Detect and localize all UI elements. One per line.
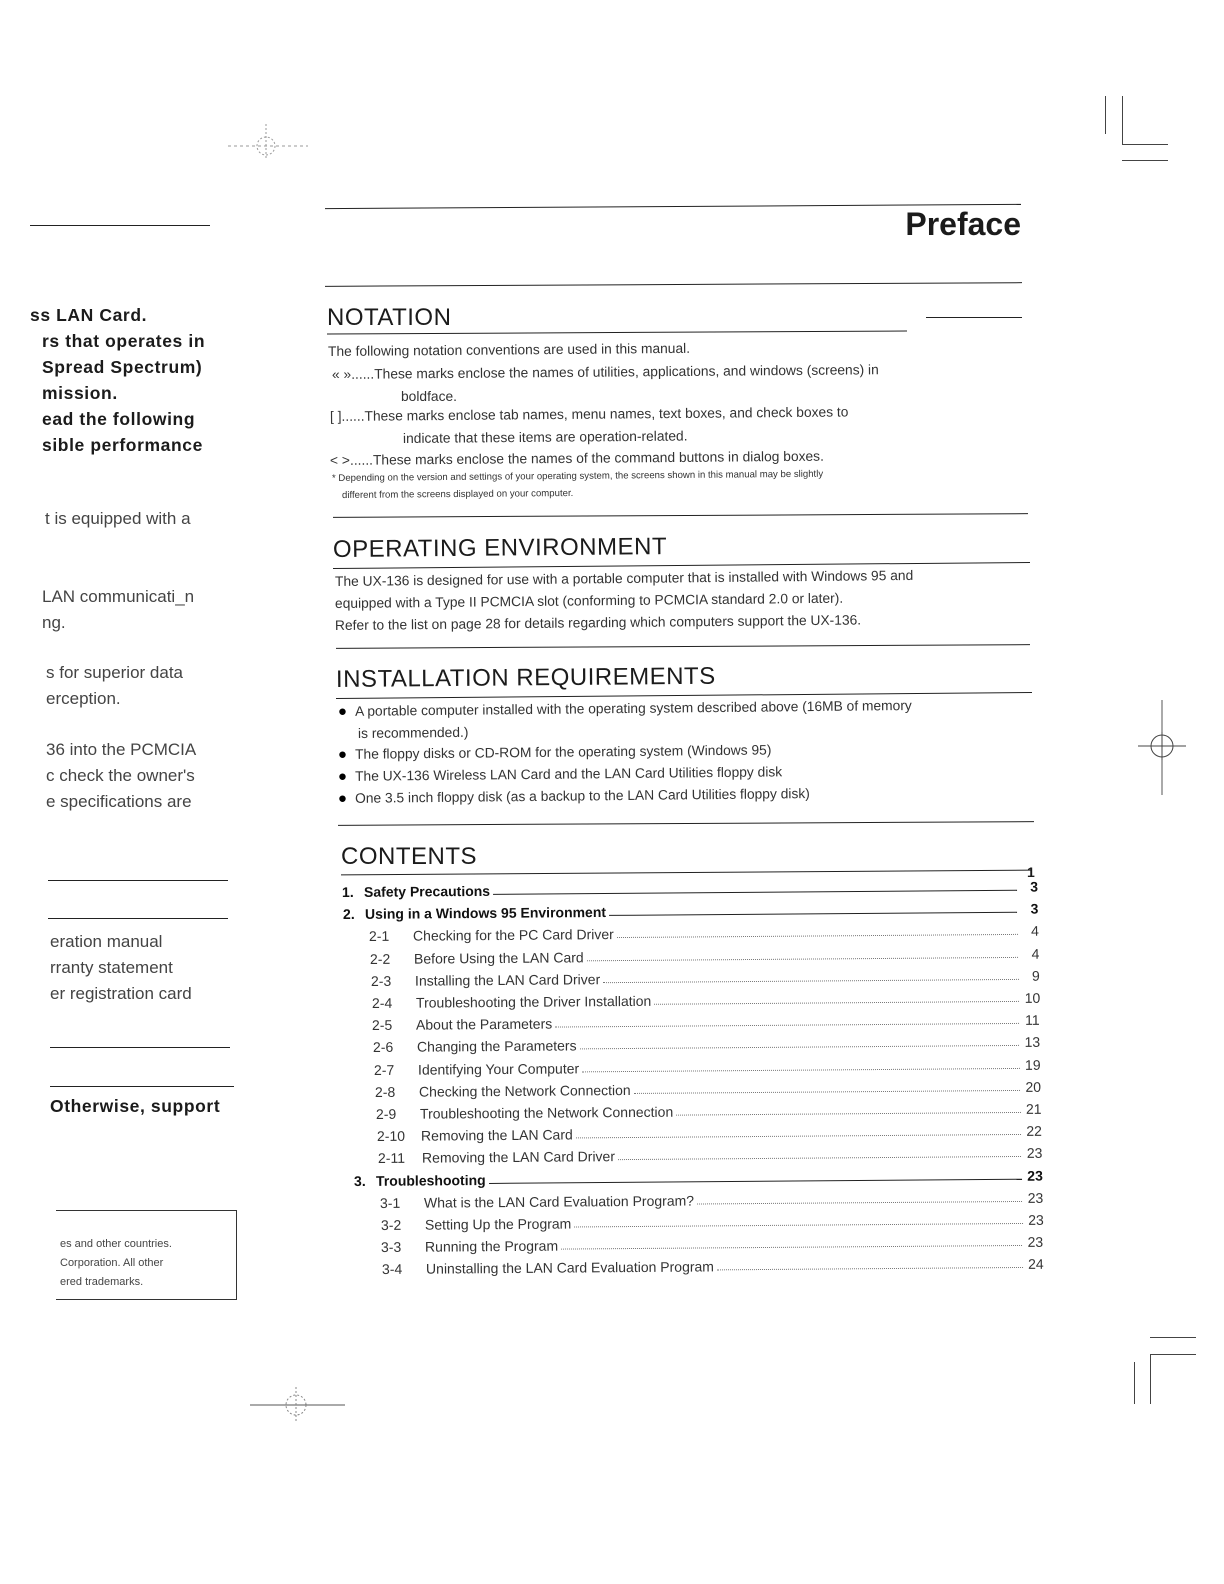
toc-entry[interactable] — [372, 1008, 1040, 1033]
page-title: Preface — [905, 206, 1021, 242]
toc-number: 2-1 — [368, 928, 390, 945]
bullet-icon: ● — [337, 767, 348, 785]
bullet-icon: ● — [337, 789, 348, 807]
requirement-text: The UX-136 Wireless LAN Card and the LAN Card Utilities floppy disk — [354, 764, 783, 784]
toc-leader — [586, 957, 1018, 961]
toc-entry[interactable] — [375, 1075, 1041, 1100]
toc-page-number: 10 — [1024, 989, 1040, 1006]
toc-label: Safety Precautions — [363, 882, 491, 900]
left-text-line: rranty statement — [50, 958, 173, 977]
requirement-item — [338, 741, 772, 763]
notation-text: ......These marks enclose tab names, menu names, text boxes, and check boxes to — [341, 404, 849, 424]
notation-text: indicate that these items are operation-related. — [402, 428, 688, 446]
notation-intro: The following notation conventions are used in this manual. — [327, 340, 691, 359]
toc-page-number: 23 — [1027, 1211, 1044, 1228]
crop-mark-top-right — [1122, 96, 1123, 144]
toc-label: Troubleshooting the Network Connection — [419, 1103, 674, 1122]
toc-number: 3-1 — [379, 1194, 400, 1211]
toc-page-number: 20 — [1025, 1078, 1042, 1095]
toc-page-number: 22 — [1026, 1122, 1042, 1140]
crop-mark-top-right — [1122, 160, 1168, 161]
toc-page-number: 3 — [1030, 878, 1039, 895]
requirement-item — [338, 763, 782, 785]
toc-number: 2-5 — [372, 1017, 393, 1034]
operating-environment-text: The UX-136 is designed for use with a portable computer that is installed with Windows 95 and — [334, 567, 914, 589]
toc-chapter[interactable] — [342, 875, 1038, 900]
contents-heading: CONTENTS — [341, 843, 477, 870]
toc-page-number: 23 — [1026, 1167, 1043, 1184]
toc-entry[interactable] — [374, 1052, 1041, 1077]
toc-leader — [697, 1201, 1022, 1205]
toc-page-number: 3 — [1030, 900, 1039, 917]
toc-number: 2-4 — [371, 994, 392, 1011]
requirement-text: One 3.5 inch floppy disk (as a backup to the LAN Card Utilities floppy disk) — [354, 786, 810, 806]
section-rule — [336, 644, 1030, 649]
left-text-line: 36 into the PCMCIA — [46, 740, 197, 759]
toc-label: Removing the LAN Card — [420, 1126, 573, 1144]
toc-number: 3. — [353, 1172, 366, 1189]
requirement-item — [338, 697, 912, 720]
toc-entry[interactable] — [376, 1097, 1042, 1122]
left-text-line: ng. — [42, 613, 66, 632]
notation-item-guillemets — [332, 362, 879, 382]
operating-environment-heading: OPERATING ENVIRONMENT — [332, 533, 668, 563]
toc-label: Checking the Network Connection — [419, 1081, 631, 1100]
toc-number: 1. — [341, 883, 354, 900]
toc-page-number: 23 — [1027, 1233, 1044, 1251]
toc-leader — [717, 1267, 1023, 1270]
contents-heading-page: 1 — [1027, 864, 1035, 880]
left-text-line: c check the owner's — [46, 766, 195, 785]
toc-chapter[interactable] — [354, 1163, 1043, 1188]
left-text-line: LAN communicati_n — [42, 587, 195, 606]
toc-number: 2-11 — [377, 1150, 405, 1167]
toc-entry[interactable] — [369, 919, 1039, 944]
toc-leader — [676, 1112, 1020, 1116]
toc-label: Uninstalling the LAN Card Evaluation Program — [426, 1258, 715, 1278]
notation-text: ......These marks enclose the names of the command buttons in dialog boxes. — [349, 448, 824, 468]
toc-number: 2-6 — [373, 1039, 394, 1056]
toc-entry[interactable] — [371, 986, 1039, 1011]
toc-leader — [562, 1245, 1023, 1250]
requirement-text: The floppy disks or CD-ROM for the operating system (Windows 95) — [354, 742, 772, 762]
toc-entry[interactable] — [371, 964, 1040, 989]
requirement-text: is recommended.) — [357, 724, 469, 741]
footnote-line: es and other countries. — [60, 1238, 172, 1250]
left-text-line: eration manual — [50, 932, 163, 951]
left-rule — [48, 918, 228, 919]
toc-number: 3-2 — [380, 1216, 401, 1233]
left-rule — [48, 880, 228, 881]
notation-text: boldface. — [401, 389, 457, 404]
toc-leader — [582, 1068, 1019, 1072]
notation-heading: NOTATION — [327, 304, 452, 331]
left-column-text — [46, 660, 246, 712]
toc-page-number: 21 — [1025, 1100, 1042, 1117]
crop-mark-bottom-right — [1150, 1354, 1151, 1404]
toc-leader — [580, 1045, 1020, 1049]
left-column-text — [46, 737, 246, 815]
left-text-line: ead the following — [42, 409, 196, 429]
toc-page-number: 24 — [1028, 1256, 1044, 1273]
crop-mark-bottom-right — [1134, 1362, 1135, 1404]
section-rule — [333, 513, 1028, 518]
crop-mark-top-right — [1105, 96, 1106, 134]
toc-leader — [609, 912, 1017, 916]
requirement-item — [338, 785, 810, 807]
requirement-text: A portable computer installed with the operating system described above (16MB of memory — [354, 697, 912, 719]
toc-label: Identifying Your Computer — [418, 1059, 580, 1078]
crop-mark-bottom-right — [1150, 1337, 1196, 1338]
bullet-icon: ● — [337, 745, 348, 763]
toc-label: Using in a Windows 95 Environment — [364, 904, 606, 923]
toc-leader — [603, 979, 1019, 983]
crop-mark-top-right — [1122, 144, 1168, 145]
crop-mark-bottom-right — [1150, 1354, 1196, 1355]
footnote-line: ered trademarks. — [60, 1276, 144, 1288]
left-text-line: e specifications are — [46, 792, 192, 811]
toc-number: 2-9 — [375, 1105, 397, 1122]
toc-label: Removing the LAN Card Driver — [421, 1148, 615, 1167]
toc-page-number: 9 — [1031, 967, 1040, 984]
left-column-text — [50, 929, 250, 1007]
toc-page-number: 4 — [1031, 945, 1040, 962]
toc-number: 2-2 — [369, 950, 390, 967]
left-rule — [50, 1086, 234, 1087]
left-text-line: s for superior data — [46, 663, 184, 682]
toc-label: About the Parameters — [416, 1015, 553, 1033]
toc-leader — [574, 1223, 1022, 1228]
toc-leader — [488, 1178, 1021, 1183]
toc-leader — [576, 1134, 1021, 1138]
left-column-text — [42, 584, 242, 636]
toc-number: 2-3 — [370, 972, 391, 989]
toc-entry[interactable] — [382, 1252, 1044, 1277]
toc-page-number: 11 — [1025, 1011, 1041, 1029]
section-rule — [338, 821, 1034, 826]
toc-entry[interactable] — [378, 1141, 1043, 1166]
toc-entry[interactable] — [380, 1208, 1043, 1233]
left-text-line: erception. — [46, 689, 121, 708]
operating-environment-text: Refer to the list on page 28 for details regarding which computers support the UX-136. — [334, 612, 862, 633]
notation-rule — [926, 317, 1022, 318]
toc-label: Setting Up the Program — [424, 1215, 571, 1233]
toc-entry[interactable] — [373, 1030, 1040, 1055]
left-text-line: t is equipped with a — [45, 509, 191, 528]
toc-page-number: 13 — [1024, 1034, 1041, 1051]
left-column-text — [45, 506, 245, 532]
toc-label: Running the Program — [425, 1237, 559, 1255]
left-text-line: rs that operates in — [42, 331, 206, 351]
left-text-line: Spread Spectrum) — [42, 357, 203, 377]
toc-leader — [617, 934, 1018, 938]
toc-page-number: 23 — [1026, 1145, 1043, 1162]
left-column-intro — [30, 302, 230, 458]
toc-label: Checking for the PC Card Driver — [412, 926, 614, 945]
registration-mark-top — [228, 122, 308, 162]
left-text-line: mission. — [42, 383, 118, 403]
toc-number: 2-8 — [375, 1083, 396, 1100]
left-text-line: er registration card — [50, 984, 192, 1003]
notation-note: * Depending on the version and settings of your operating system, the screens shown in this manual may be slightly — [331, 468, 824, 484]
toc-number: 3-3 — [381, 1239, 402, 1256]
footnote-line: Corporation. All other — [60, 1257, 164, 1269]
left-text-line: ss LAN Card. — [30, 305, 148, 325]
toc-label: What is the LAN Card Evaluation Program? — [423, 1192, 694, 1211]
toc-number: 2-10 — [376, 1127, 405, 1145]
left-rule — [50, 1047, 230, 1048]
notation-text: ......These marks enclose the names of utilities, applications, and windows (screens) in — [351, 362, 879, 382]
left-text-line: sible performance — [42, 435, 203, 455]
registration-mark-bottom — [250, 1385, 345, 1425]
toc-number: 2. — [342, 906, 355, 923]
left-footnote-box — [56, 1210, 237, 1300]
toc-leader — [634, 1090, 1020, 1094]
toc-number: 3-4 — [382, 1261, 403, 1278]
toc-entry[interactable] — [381, 1230, 1043, 1255]
operating-environment-text: equipped with a Type II PCMCIA slot (conforming to PCMCIA standard 2.0 or later). — [334, 590, 844, 611]
notation-symbol: < > — [329, 452, 351, 468]
toc-label: Troubleshooting the Driver Installation — [415, 992, 651, 1011]
toc-entry[interactable] — [377, 1119, 1042, 1144]
toc-leader — [654, 1001, 1019, 1005]
toc-label: Installing the LAN Card Driver — [414, 970, 600, 989]
toc-number: 2-7 — [374, 1061, 395, 1078]
toc-page-number: 23 — [1027, 1189, 1043, 1206]
registration-mark-right — [1138, 700, 1188, 800]
title-rule-bottom — [325, 282, 1022, 287]
toc-entry[interactable] — [380, 1186, 1043, 1211]
notation-item-brackets — [330, 404, 849, 424]
bullet-icon: ● — [337, 702, 348, 720]
notation-symbol: [ ] — [329, 408, 342, 424]
toc-leader — [556, 1023, 1019, 1028]
left-rule — [30, 225, 210, 226]
toc-page-number: 19 — [1025, 1056, 1041, 1073]
toc-page-number: 4 — [1030, 923, 1039, 940]
toc-entry[interactable] — [370, 941, 1039, 966]
toc-leader — [493, 890, 1017, 895]
toc-label: Changing the Parameters — [417, 1037, 577, 1056]
left-support-text: Otherwise, support — [50, 1096, 221, 1116]
notation-symbol: « » — [331, 366, 352, 382]
toc-leader — [618, 1156, 1021, 1160]
notation-item-angle-brackets — [330, 449, 824, 468]
installation-requirements-heading: INSTALLATION REQUIREMENTS — [335, 662, 716, 693]
toc-chapter[interactable] — [343, 897, 1039, 922]
toc-label: Before Using the LAN Card — [413, 948, 584, 967]
notation-note: different from the screens displayed on your computer. — [341, 487, 574, 501]
toc-label: Troubleshooting — [375, 1171, 486, 1189]
